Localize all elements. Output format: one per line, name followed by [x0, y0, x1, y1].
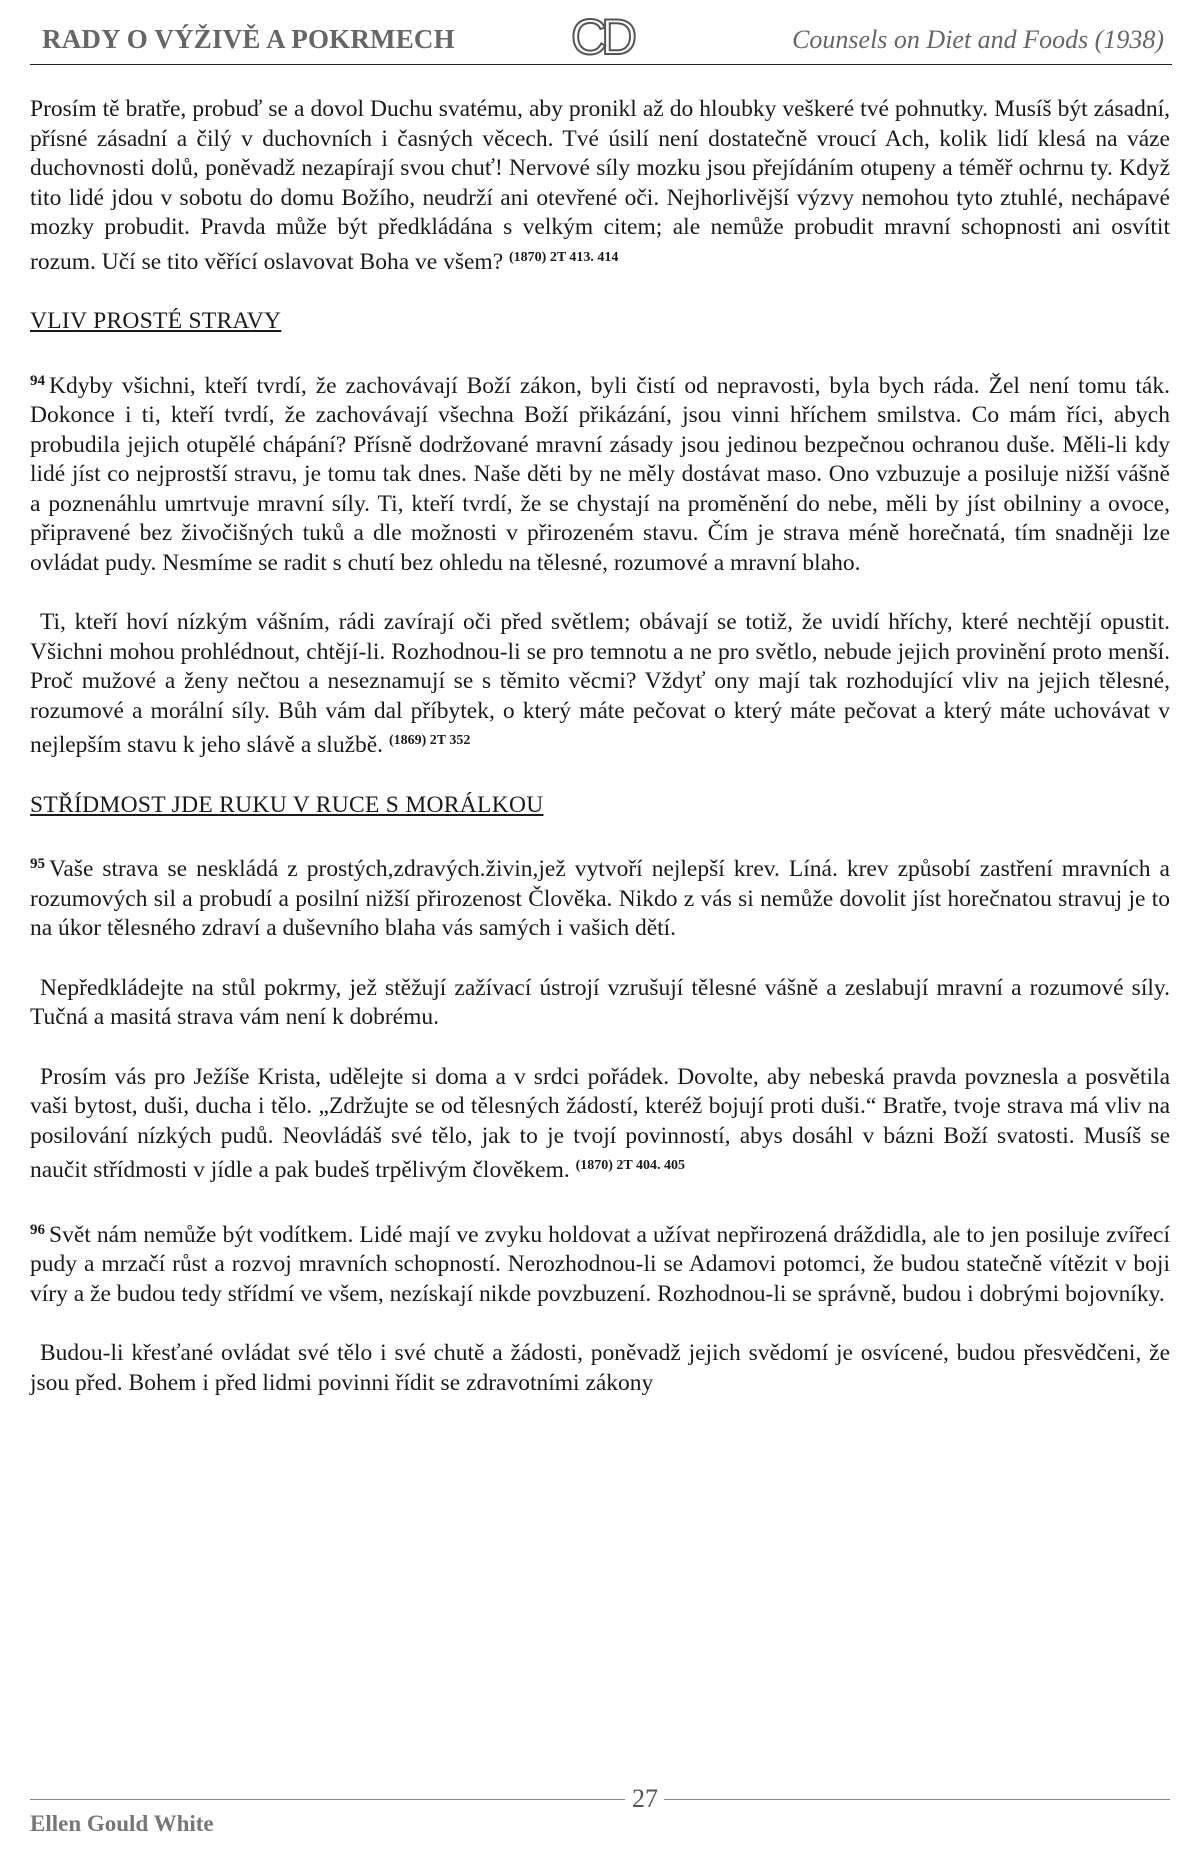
paragraph-number: 96: [30, 1221, 45, 1238]
paragraph: [30, 1216, 1170, 1310]
footer-rule: [30, 1799, 625, 1800]
cd-logo: CD: [570, 9, 632, 65]
paragraph-text: Svět nám nemůže být vodítkem. Lidé mají ve zvyku holdovat a užívat nepřirozená dráždidla, ale to jen posiluje zvířecí pudy a mrzačí růst a rozvoj mravních schopností. Nerozhodnou-li se Adamovi potomci, že budou statečně vítězit v boji víry a že budou tedy střídmí ve všem, nezískají nikde povzbuzení. Rozhodnou-li se správně, budou i dobrými bojovníky.: [30, 1221, 1170, 1307]
paragraph-text: Prosím vás pro Ježíše Krista, udělejte si doma a v srdci pořádek. Dovolte, aby nebeská pravda povznesla a posvětila vaši bytost, duši, ducha i tělo. „Zdržujte se od tělesných žádostí, kteréž bojují proti duši.“ Bratře, tvoje strava má vliv na posilování nízkých pudů. Neovládáš své tělo, jak to je tvojí povinností, abys dosáhl v bázni Boží svatosti. Musíš se naučit střídmosti v jídle a pak budeš trpělivým člověkem.: [30, 1063, 1170, 1183]
paragraph: [30, 95, 1170, 277]
paragraph-text: Budou-li křesťané ovládat své tělo i své chutě a žádosti, poněvadž jejich svědomí je osvícené, budou přesvědčeni, že jsou před. Bohem i před lidmi povinni řídit se zdravotními zákony: [30, 1340, 1170, 1396]
paragraph: [30, 608, 1170, 761]
reference: (1870) 2T 413. 414: [509, 249, 619, 265]
paragraph: [30, 850, 1170, 944]
page-number: 27: [632, 1784, 658, 1813]
paragraph-text: Prosím tě bratře, probuď se a dovol Duchu svatému, aby pronikl až do hloubky veškeré tvé pohnutky. Musíš být zásadní, přísné zásadní a čilý v duchovních i časných věcech. Tvé úsilí není dostatečně vroucí Ach, kolik lidí klesá na váze duchovnosti dolů, poněvadž nezapírají svou chuť! Nervové síly mozku jsou přejídáním otupeny a téměř ochrnu ty. Když tito lidé jdou v sobotu do domu Božího, neudrží ani otevřené oči. Nejhorlivější výzvy nemohou tyto ztuhlé, nechápavé mozky probudit. Pravda může být předkládána s velkým citem; ale nemůže probudit mravní schopnosti ani osvítit rozum. Učí se tito věřící oslavovat Boha ve všem?: [30, 96, 1170, 275]
footer-rule: [664, 1799, 1170, 1800]
paragraph-number: 94: [30, 372, 45, 389]
author-name: Ellen Gould White: [30, 1811, 214, 1836]
section-heading: STŘÍDMOST JDE RUKU V RUCE S MORÁLKOU: [30, 791, 544, 818]
paragraph: [30, 974, 1170, 1033]
paragraph: [30, 367, 1170, 579]
page-content: [30, 95, 1170, 1428]
section-heading: VLIV PROSTÉ STRAVY: [30, 308, 282, 334]
paragraph-text: Vaše strava se neskládá z prostých,zdravých.živin,jež vytvoří nejlepší krev. Líná. krev způsobí zastření mravních a rozumových sil a probudí a posilní nižší přirozenost Člověka. Nikdo z vás si nemůže dovolit jíst horečnatou stravuj je to na úkor tělesného zdraví a duševního blaha vás samých i vašich dětí.: [30, 856, 1170, 941]
book-title: RADY O VÝŽIVĚ A POKRMECH: [42, 24, 455, 54]
paragraph-text: Ti, kteří hoví nízkým vášním, rádi zavírají oči před světlem; obávají se totiž, že uvidí hříchy, které nechtějí opustit. Všichni mohou prohlédnout, chtějí-li. Rozhodnou-li se pro temnotu a ne pro světlo, nebude jejich provinění proto menší. Proč mužové a ženy nečtou a neseznamují se s těmito věcmi? Vždyť ony mají tak rozhodující vliv na jejich tělesné, rozumové a morální síly. Bůh vám dal příbytek, o který máte pečovat o který máte pečovat a který máte uchovávat v nejlepším stavu k jeho slávě a službě.: [30, 609, 1170, 758]
paragraph-text: Kdyby všichni, kteří tvrdí, že zachovávají Boží zákon, byli čistí od nepravosti, byla bych ráda. Žel není tomu ták. Dokonce i ti, kteří tvrdí, že zachovávají všechna Boží přikázání, jsou vinni hříchem smilstva. Co mám říci, abych probudila jejich otupělé chápání? Přísně dodržované mravní zásady jsou jedinou bezpečnou ochranou duše. Měli-li kdy lidé jíst co nejprostší stravu, je tomu tak dnes. Naše děti by ne měly dostávat maso. Ono vzbuzuje a posiluje nižší vášně a poznenáhlu umrtvuje mravní síly. Ti, kteří tvrdí, že se chystají na proměnění do nebe, měli by jíst obilniny a ovoce, připravené bez živočišných tuků a dle možnosti v přirozeném stavu. Čím je strava méně horečnatá, tím snadněji lze ovládat pudy. Nesmíme se radit s chutí bez ohledu na tělesné, rozumové a mravní blaho.: [30, 372, 1170, 576]
reference: (1869) 2T 352: [388, 733, 471, 748]
reference: (1870) 2T 404. 405: [575, 1158, 686, 1173]
paragraph: [30, 1063, 1170, 1186]
paragraph: [30, 1339, 1170, 1398]
paragraph-number: 95: [30, 856, 45, 872]
page-header: [30, 9, 1172, 65]
paragraph-text: Nepředkládejte na stůl pokrmy, jež stěžují zažívací ústrojí vzrušují tělesné vášně a zeslabují mravní a rozumové síly. Tučná a masitá strava vám není k dobrému.: [30, 974, 1170, 1030]
english-title: Counsels on Diet and Foods (1938): [792, 25, 1164, 54]
